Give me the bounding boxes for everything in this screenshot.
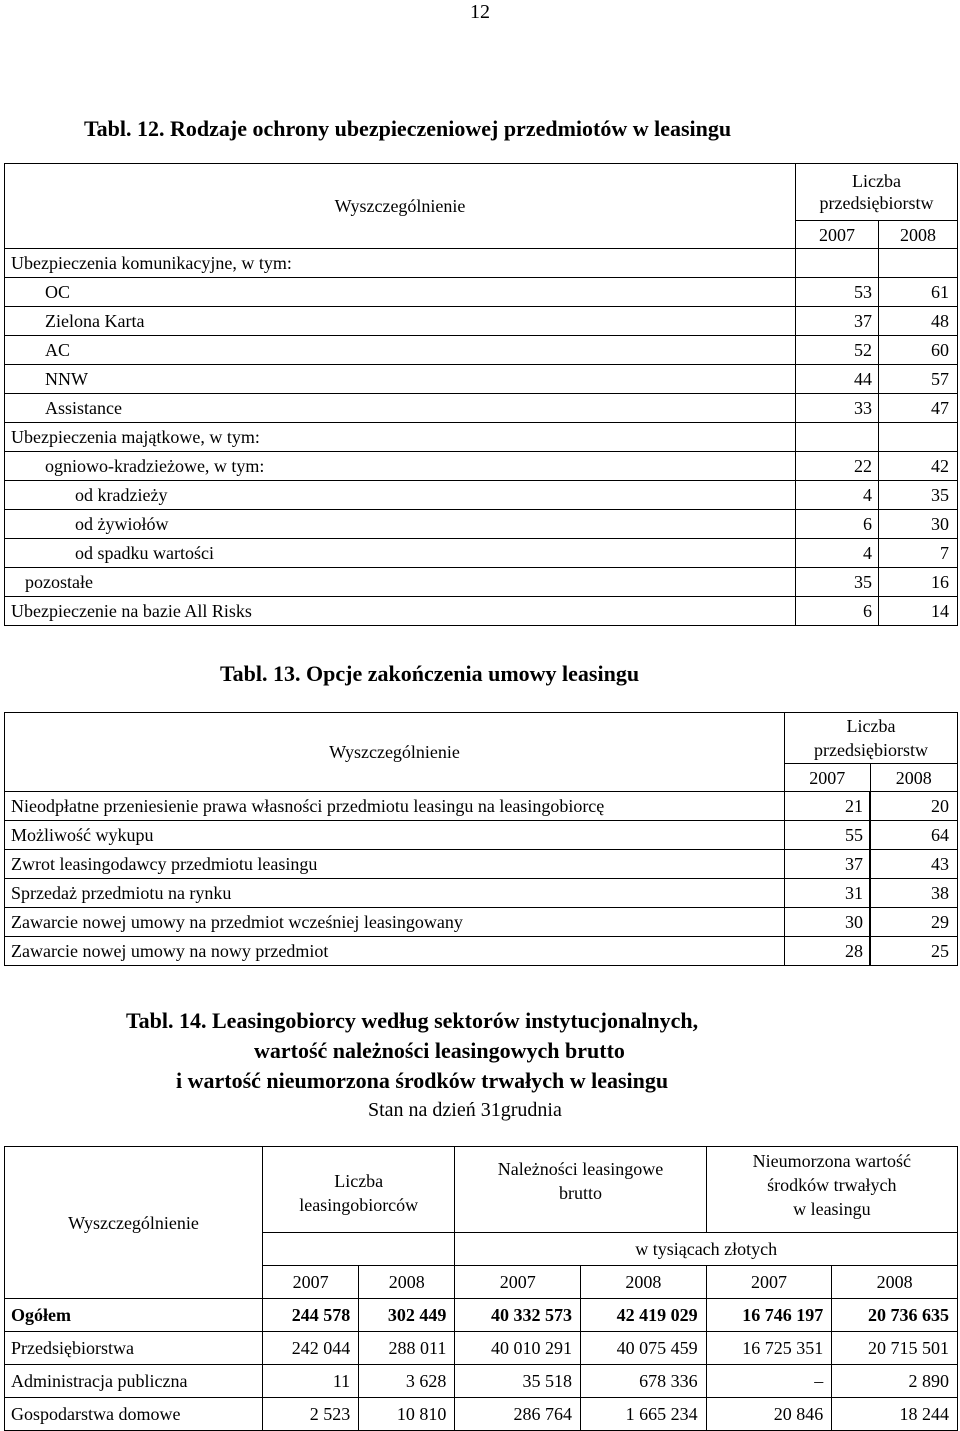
row-value: 678 336 [581, 1365, 707, 1398]
value-2008: 25 [870, 937, 958, 966]
table-14-title-line1: Tabl. 14. Leasingobiorcy według sektorów instytucjonalnych, [126, 1008, 699, 1033]
row-value: 242 044 [263, 1332, 359, 1365]
table-row [5, 1398, 958, 1431]
row-value: 302 449 [359, 1299, 455, 1332]
value-2007: 21 [785, 792, 871, 821]
value-2008: 47 [879, 394, 958, 423]
value-2008: 7 [879, 539, 958, 568]
value-2008: 42 [879, 452, 958, 481]
row-label: Administracja publiczna [5, 1365, 263, 1398]
row-label: od kradzieży [5, 481, 796, 510]
row-value: 2 890 [832, 1365, 958, 1398]
value-2008: 64 [870, 821, 958, 850]
table-row [5, 452, 958, 481]
row-label: Sprzedaż przedmiotu na rynku [5, 879, 785, 908]
value-2008 [879, 423, 958, 452]
value-2008: 35 [879, 481, 958, 510]
header-label: Wyszczególnienie [329, 742, 460, 762]
header-year-2008: 2008 [879, 221, 958, 249]
header-year: 2007 [455, 1266, 581, 1299]
value-2008: 30 [879, 510, 958, 539]
table-row [5, 821, 958, 850]
table-row [5, 510, 958, 539]
row-value: 42 419 029 [581, 1299, 707, 1332]
row-label: Ubezpieczenia majątkowe, w tym: [5, 423, 796, 452]
value-2007: 4 [796, 481, 879, 510]
table-row [5, 1365, 958, 1398]
table-row [5, 423, 958, 452]
table-row [5, 850, 958, 879]
header-count-line1: Liczba [852, 171, 901, 191]
header-year-2008: 2008 [870, 764, 958, 792]
row-value: 40 075 459 [581, 1332, 707, 1365]
row-label: Zwrot leasingodawcy przedmiotu leasingu [5, 850, 785, 879]
row-label: OC [5, 278, 796, 307]
row-label: Przedsiębiorstwa [5, 1332, 263, 1365]
table-row [5, 597, 958, 626]
value-2007: 44 [796, 365, 879, 394]
row-value: 20 846 [706, 1398, 832, 1431]
row-label: ogniowo-kradzieżowe, w tym: [5, 452, 796, 481]
value-2007: 6 [796, 510, 879, 539]
row-label: Zielona Karta [5, 307, 796, 336]
row-value: 2 523 [263, 1398, 359, 1431]
header-year: 2007 [263, 1266, 359, 1299]
row-label: pozostałe [5, 568, 796, 597]
table-row [5, 937, 958, 966]
header-col-count [263, 1147, 455, 1233]
header-col-undepreciated-line2: środków trwałych [767, 1175, 897, 1195]
header-label: Wyszczególnienie [334, 196, 466, 216]
table-14 [4, 1146, 958, 1431]
value-2007: 6 [796, 597, 879, 626]
header-count-line1: Liczba [846, 716, 896, 736]
header-unit-spacer [263, 1233, 455, 1266]
header-col-undepreciated [706, 1147, 957, 1233]
value-2007: 33 [796, 394, 879, 423]
row-label: Gospodarstwa domowe [5, 1398, 263, 1431]
header-col-count-line2: leasingobiorców [299, 1194, 419, 1215]
row-label: AC [5, 336, 796, 365]
header-year: 2008 [581, 1266, 707, 1299]
table-row [5, 394, 958, 423]
value-2007: 52 [796, 336, 879, 365]
row-value: 20 736 635 [832, 1299, 958, 1332]
row-label: Assistance [5, 394, 796, 423]
header-col-count-line1: Liczba [334, 1170, 384, 1191]
value-2008: 61 [879, 278, 958, 307]
row-value: 16 746 197 [706, 1299, 832, 1332]
value-2008: 14 [879, 597, 958, 626]
page-number: 12 [470, 1, 490, 23]
row-value: 40 010 291 [455, 1332, 581, 1365]
table-row [5, 1299, 958, 1332]
table-14-title-line2: wartość należności leasingowych brutto [254, 1038, 625, 1063]
header-count-line2: przedsiębiorstw [819, 193, 934, 213]
value-2007: 35 [796, 568, 879, 597]
value-2008: 16 [879, 568, 958, 597]
header-unit: w tysiącach złotych [455, 1233, 958, 1266]
value-2008: 43 [870, 850, 958, 879]
header-year: 2007 [706, 1266, 832, 1299]
table-row [5, 539, 958, 568]
value-2008: 48 [879, 307, 958, 336]
value-2008: 20 [870, 792, 958, 821]
header-col-undepreciated-line3: w leasingu [793, 1199, 871, 1219]
row-value: 18 244 [832, 1398, 958, 1431]
table-row [5, 908, 958, 937]
value-2007 [796, 249, 879, 278]
value-2008: 29 [870, 908, 958, 937]
row-value: 244 578 [263, 1299, 359, 1332]
table-row [5, 481, 958, 510]
table-row [5, 568, 958, 597]
row-label: Ubezpieczenie na bazie All Risks [5, 597, 796, 626]
header-col-receivables-line2: brutto [559, 1183, 603, 1203]
value-2007: 31 [785, 879, 871, 908]
value-2008: 57 [879, 365, 958, 394]
header-count-line2: przedsiębiorstw [814, 740, 928, 760]
row-value: 288 011 [359, 1332, 455, 1365]
table-row [5, 336, 958, 365]
value-2007: 55 [785, 821, 871, 850]
header-count [785, 713, 958, 764]
row-value: 11 [263, 1365, 359, 1398]
table-12 [4, 163, 958, 626]
table-row [5, 307, 958, 336]
row-label: Zawarcie nowej umowy na nowy przedmiot [5, 937, 785, 966]
table-13 [4, 712, 958, 966]
table-row [5, 792, 958, 821]
row-value: 10 810 [359, 1398, 455, 1431]
header-label: Wyszczególnienie [5, 1147, 263, 1299]
header-year-2007: 2007 [796, 221, 879, 249]
row-label: Nieodpłatne przeniesienie prawa własności przedmiotu leasingu na leasingobiorcę [5, 792, 785, 821]
header-col-undepreciated-line1: Nieumorzona wartość [752, 1151, 912, 1171]
value-2008: 60 [879, 336, 958, 365]
row-value: 20 715 501 [832, 1332, 958, 1365]
header-year: 2008 [359, 1266, 455, 1299]
row-label: Możliwość wykupu [5, 821, 785, 850]
value-2007: 37 [785, 850, 871, 879]
row-value: 1 665 234 [581, 1398, 707, 1431]
header-count [796, 164, 958, 221]
value-2008 [879, 249, 958, 278]
header-col-receivables-line1: Należności leasingowe [497, 1159, 664, 1179]
row-value: – [706, 1365, 832, 1398]
table-row [5, 1332, 958, 1365]
row-label: Ubezpieczenia komunikacyjne, w tym: [5, 249, 796, 278]
row-value: 40 332 573 [455, 1299, 581, 1332]
value-2007: 30 [785, 908, 871, 937]
table-row [5, 249, 958, 278]
value-2007: 4 [796, 539, 879, 568]
table-row [5, 278, 958, 307]
header-year-2007: 2007 [785, 764, 871, 792]
value-2007: 22 [796, 452, 879, 481]
table-row [5, 879, 958, 908]
value-2007: 28 [785, 937, 871, 966]
table-14-subtitle: Stan na dzień 31grudnia [368, 1099, 562, 1121]
value-2007 [796, 423, 879, 452]
row-label: NNW [5, 365, 796, 394]
table-14-title-line3: i wartość nieumorzona środków trwałych w leasingu [176, 1068, 669, 1093]
row-value: 35 518 [455, 1365, 581, 1398]
value-2007: 53 [796, 278, 879, 307]
value-2007: 37 [796, 307, 879, 336]
row-label: od spadku wartości [5, 539, 796, 568]
row-value: 3 628 [359, 1365, 455, 1398]
row-label: Zawarcie nowej umowy na przedmiot wcześniej leasingowany [5, 908, 785, 937]
header-year: 2008 [832, 1266, 958, 1299]
table-13-title: Tabl. 13. Opcje zakończenia umowy leasingu [220, 661, 640, 686]
table-row [5, 365, 958, 394]
row-value: 16 725 351 [706, 1332, 832, 1365]
row-label: Ogółem [5, 1299, 263, 1332]
row-value: 286 764 [455, 1398, 581, 1431]
row-label: od żywiołów [5, 510, 796, 539]
table-12-title: Tabl. 12. Rodzaje ochrony ubezpieczeniowej przedmiotów w leasingu [84, 116, 732, 141]
header-col-receivables [455, 1147, 706, 1233]
value-2008: 38 [870, 879, 958, 908]
